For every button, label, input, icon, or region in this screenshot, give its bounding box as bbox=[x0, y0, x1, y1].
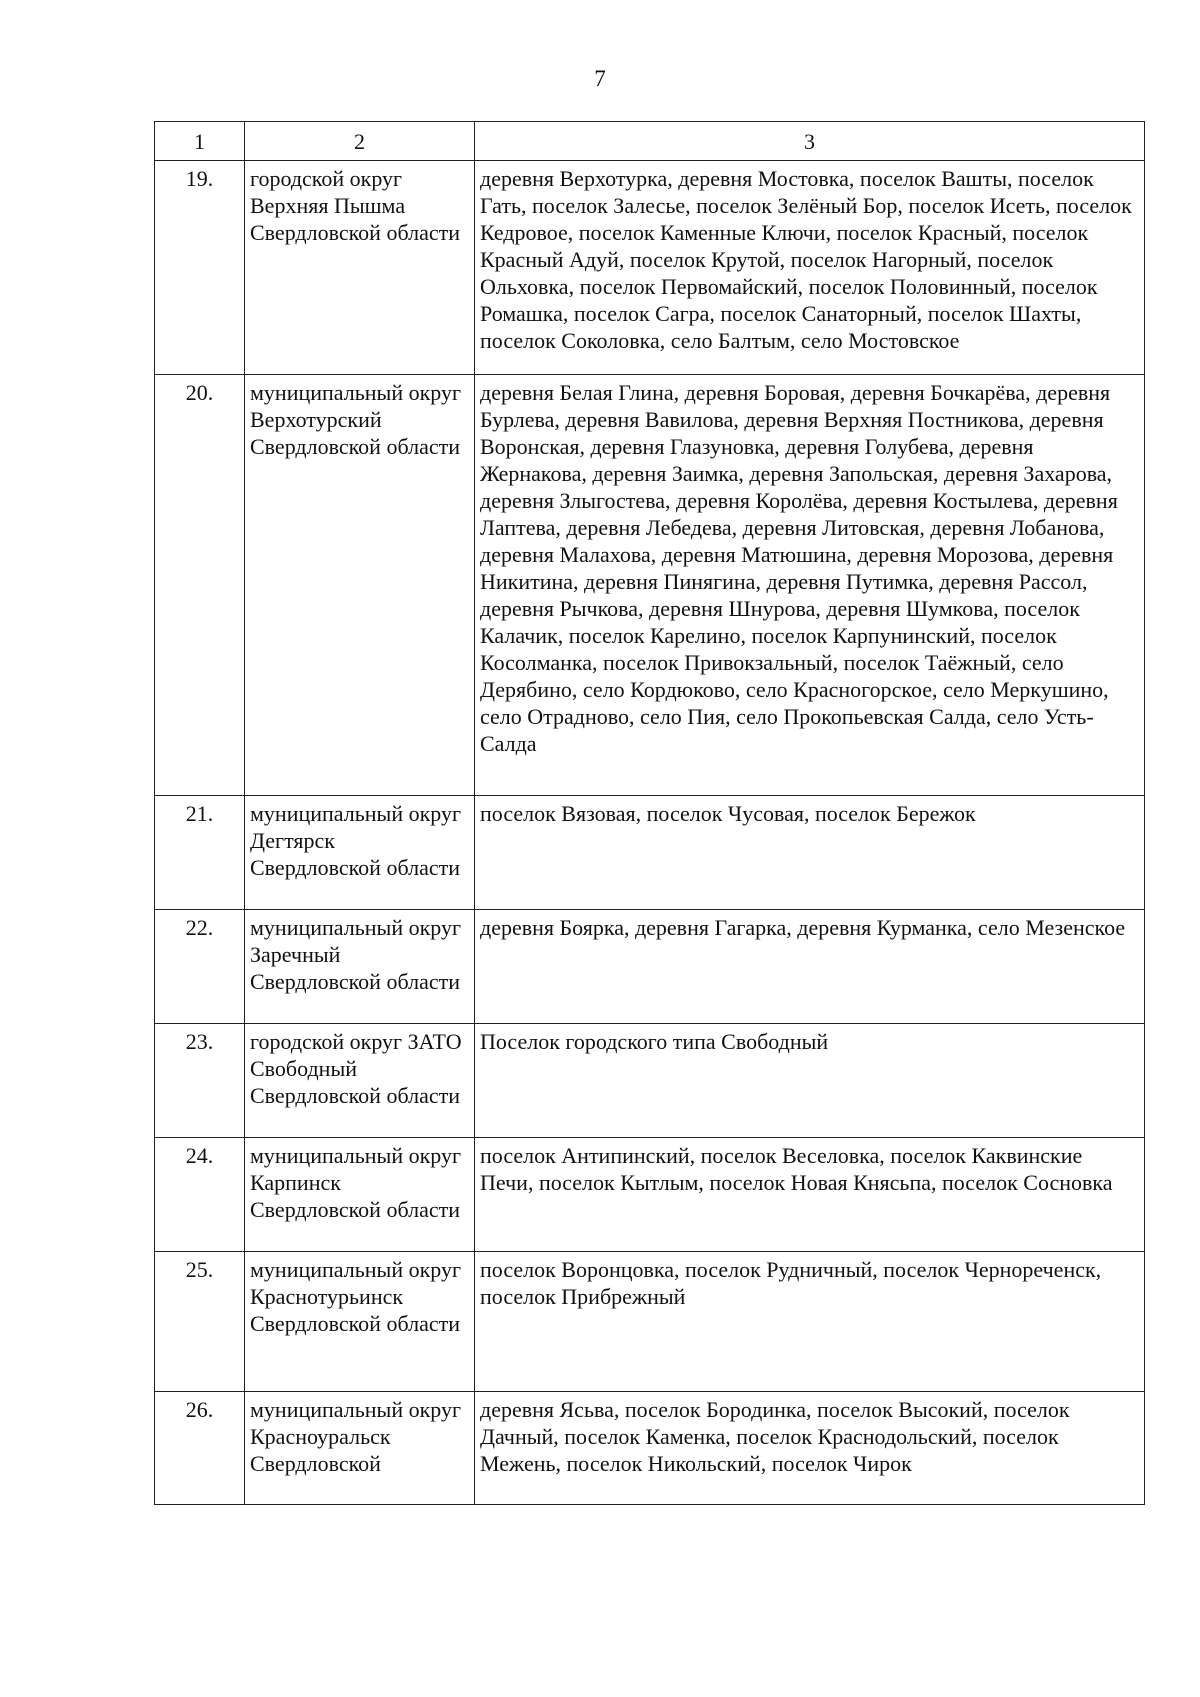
municipality-name: городской округ Верхняя Пышма Свердловской области bbox=[245, 161, 475, 375]
settlements-list: деревня Боярка, деревня Гагарка, деревня Курманка, село Мезенское bbox=[475, 910, 1145, 1024]
table-row bbox=[155, 796, 1145, 910]
table-row bbox=[155, 375, 1145, 796]
table-row bbox=[155, 1252, 1145, 1392]
settlements-list: Поселок городского типа Свободный bbox=[475, 1024, 1145, 1138]
settlements-list: деревня Ясьва, поселок Бородинка, поселок Высокий, поселок Дачный, поселок Каменка, поселок Краснодольский, поселок Межень, поселок Никольский, поселок Чирок bbox=[475, 1392, 1145, 1505]
settlements-list: деревня Верхотурка, деревня Мостовка, поселок Вашты, поселок Гать, поселок Залесье, поселок Зелёный Бор, поселок Исеть, поселок Кедровое, поселок Каменные Ключи, поселок Красный, поселок Красный Адуй, поселок Крутой, поселок Нагорный, поселок Ольховка, поселок Первомайский, поселок Половинный, поселок Ромашка, поселок Сагра, поселок Санаторный, поселок Шахты, поселок Соколовка, село Балтым, село Мостовское bbox=[475, 161, 1145, 375]
column-header-3: 3 bbox=[475, 122, 1145, 161]
settlements-list: поселок Воронцовка, поселок Рудничный, поселок Чернореченск, поселок Прибрежный bbox=[475, 1252, 1145, 1392]
settlements-list: деревня Белая Глина, деревня Боровая, деревня Бочкарёва, деревня Бурлева, деревня Вавилова, деревня Верхняя Постникова, деревня Воронская, деревня Глазуновка, деревня Голубева, деревня Жернакова, деревня Заимка, деревня Запольская, деревня Захарова, деревня Злыгостева, деревня Королёва, деревня Костылева, деревня Лаптева, деревня Лебедева, деревня Литовская, деревня Лобанова, деревня Малахова, деревня Матюшина, деревня Морозова, деревня Никитина, деревня Пинягина, деревня Путимка, деревня Рассол, деревня Рычкова, деревня Шнурова, деревня Шумкова, поселок Калачик, поселок Карелино, поселок Карпунинский, поселок Косолманка, поселок Привокзальный, поселок Таёжный, село Дерябино, село Кордюково, село Красногорское, село Меркушино, село Отрадново, село Пия, село Прокопьевская Салда, село Усть-Салда bbox=[475, 375, 1145, 796]
municipality-name: муниципальный округ Дегтярск Свердловской области bbox=[245, 796, 475, 910]
row-number: 25. bbox=[155, 1252, 245, 1392]
row-number: 23. bbox=[155, 1024, 245, 1138]
municipality-name: муниципальный округ Красноуральск Свердловской bbox=[245, 1392, 475, 1505]
municipality-name: муниципальный округ Заречный Свердловской области bbox=[245, 910, 475, 1024]
table-header-row bbox=[155, 122, 1145, 161]
municipality-name: муниципальный округ Верхотурский Свердловской области bbox=[245, 375, 475, 796]
row-number: 21. bbox=[155, 796, 245, 910]
column-header-1: 1 bbox=[155, 122, 245, 161]
settlements-list: поселок Вязовая, поселок Чусовая, поселок Бережок bbox=[475, 796, 1145, 910]
municipality-name: муниципальный округ Краснотурьинск Свердловской области bbox=[245, 1252, 475, 1392]
row-number: 26. bbox=[155, 1392, 245, 1505]
row-number: 22. bbox=[155, 910, 245, 1024]
table-row bbox=[155, 1392, 1145, 1505]
settlements-table bbox=[154, 121, 1145, 1505]
table-row bbox=[155, 910, 1145, 1024]
row-number: 19. bbox=[155, 161, 245, 375]
municipality-name: муниципальный округ Карпинск Свердловской области bbox=[245, 1138, 475, 1252]
settlements-list: поселок Антипинский, поселок Веселовка, поселок Каквинские Печи, поселок Кытлым, поселок Новая Княсьпа, поселок Сосновка bbox=[475, 1138, 1145, 1252]
column-header-2: 2 bbox=[245, 122, 475, 161]
table-row bbox=[155, 1138, 1145, 1252]
table-row bbox=[155, 1024, 1145, 1138]
row-number: 24. bbox=[155, 1138, 245, 1252]
page-number: 7 bbox=[594, 66, 606, 91]
row-number: 20. bbox=[155, 375, 245, 796]
table-row bbox=[155, 161, 1145, 375]
municipality-name: городской округ ЗАТО Свободный Свердловской области bbox=[245, 1024, 475, 1138]
